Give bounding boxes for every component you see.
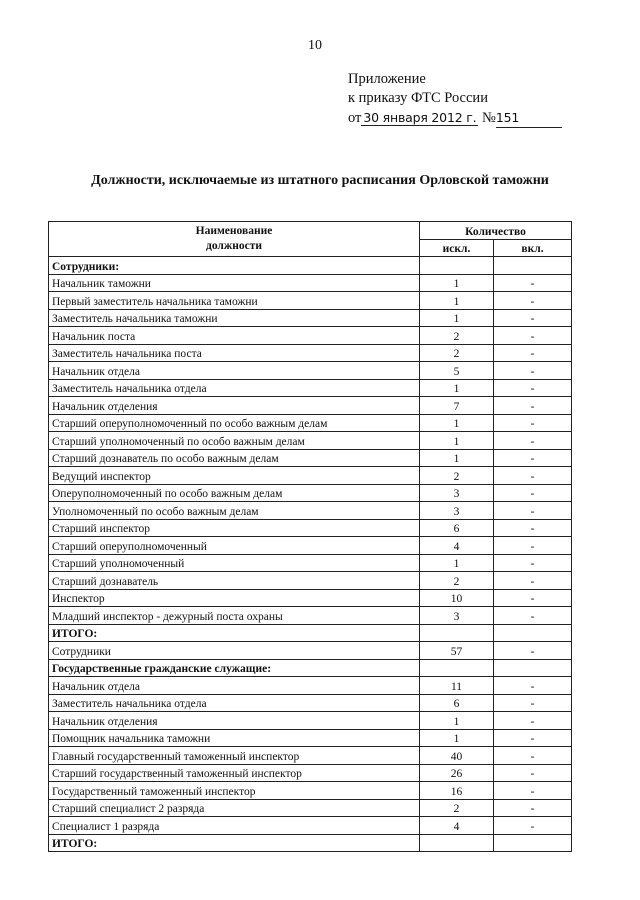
row-included-cell: - (494, 414, 572, 432)
table-row (49, 537, 572, 555)
row-name-cell: Старший специалист 2 разряда (49, 799, 420, 817)
row-excluded-cell (420, 624, 494, 642)
row-name-cell: Старший оперуполномоченный (49, 537, 420, 555)
row-name-cell: Инспектор (49, 589, 420, 607)
row-included-cell: - (494, 502, 572, 520)
row-name-cell: Младший инспектор - дежурный поста охраны (49, 607, 420, 625)
row-included-cell: - (494, 589, 572, 607)
row-name-cell: Начальник отделения (49, 712, 420, 730)
row-excluded-cell: 1 (420, 554, 494, 572)
table-row (49, 694, 572, 712)
table-row (49, 309, 572, 327)
section-row (49, 834, 572, 852)
row-name-cell: Начальник отделения (49, 397, 420, 415)
row-excluded-cell: 2 (420, 327, 494, 345)
row-name-cell: Старший инспектор (49, 519, 420, 537)
row-included-cell: - (494, 694, 572, 712)
row-name-cell: Заместитель начальника таможни (49, 309, 420, 327)
row-included-cell (494, 257, 572, 275)
table-row (49, 589, 572, 607)
table-row (49, 642, 572, 660)
row-excluded-cell: 1 (420, 379, 494, 397)
row-excluded-cell (420, 834, 494, 852)
section-row (49, 624, 572, 642)
row-name-cell: Главный государственный таможенный инспектор (49, 747, 420, 765)
row-name-cell: Ведущий инспектор (49, 467, 420, 485)
row-included-cell: - (494, 747, 572, 765)
table-body (49, 257, 572, 852)
appendix-title: Приложение (348, 71, 426, 87)
row-name-cell: Старший оперуполномоченный по особо важным делам (49, 414, 420, 432)
positions-table (48, 221, 572, 852)
row-excluded-cell: 1 (420, 292, 494, 310)
row-included-cell: - (494, 327, 572, 345)
row-included-cell: - (494, 572, 572, 590)
row-excluded-cell: 1 (420, 309, 494, 327)
row-name-cell: Государственный таможенный инспектор (49, 782, 420, 800)
table-row (49, 677, 572, 695)
row-name-cell: Сотрудники (49, 642, 420, 660)
row-name-cell: Старший государственный таможенный инспектор (49, 764, 420, 782)
row-excluded-cell: 57 (420, 642, 494, 660)
row-excluded-cell: 2 (420, 799, 494, 817)
section-row (49, 659, 572, 677)
row-excluded-cell: 16 (420, 782, 494, 800)
column-header-included: вкл. (494, 239, 572, 257)
appendix-number-label: № (481, 110, 496, 126)
row-name-cell: Старший дознаватель по особо важным делам (49, 449, 420, 467)
table-row (49, 782, 572, 800)
row-included-cell: - (494, 677, 572, 695)
table-row (49, 362, 572, 380)
appendix-date: 30 января 2012 г. (363, 110, 477, 125)
row-excluded-cell: 1 (420, 274, 494, 292)
row-excluded-cell: 1 (420, 432, 494, 450)
row-excluded-cell: 1 (420, 712, 494, 730)
row-name-cell: Первый заместитель начальника таможни (49, 292, 420, 310)
row-name-cell: Заместитель начальника отдела (49, 379, 420, 397)
row-excluded-cell (420, 257, 494, 275)
table-row (49, 712, 572, 730)
row-included-cell: - (494, 729, 572, 747)
row-name-cell: Начальник отдела (49, 362, 420, 380)
row-included-cell: - (494, 309, 572, 327)
table-row (49, 729, 572, 747)
table-row (49, 817, 572, 835)
row-name-cell: Начальник таможни (49, 274, 420, 292)
table-row (49, 379, 572, 397)
table-row (49, 327, 572, 345)
row-excluded-cell: 6 (420, 694, 494, 712)
row-excluded-cell: 1 (420, 449, 494, 467)
table-header (49, 222, 572, 257)
column-header-name-line2: должности (206, 240, 262, 252)
row-name-cell: Старший уполномоченный (49, 554, 420, 572)
appendix-from-label: от (348, 110, 362, 126)
row-name-cell: Государственные гражданские служащие: (49, 659, 420, 677)
row-excluded-cell: 4 (420, 817, 494, 835)
row-included-cell: - (494, 554, 572, 572)
row-included-cell: - (494, 467, 572, 485)
row-included-cell: - (494, 292, 572, 310)
row-name-cell: Помощник начальника таможни (49, 729, 420, 747)
row-included-cell: - (494, 799, 572, 817)
row-name-cell: Начальник отдела (49, 677, 420, 695)
row-excluded-cell: 6 (420, 519, 494, 537)
row-name-cell: Заместитель начальника отдела (49, 694, 420, 712)
appendix-order-reference: к приказу ФТС России (348, 90, 488, 106)
table-row (49, 747, 572, 765)
table-row (49, 519, 572, 537)
table-row (49, 799, 572, 817)
page-number: 10 (308, 38, 322, 53)
table-row (49, 484, 572, 502)
row-included-cell: - (494, 817, 572, 835)
row-included-cell: - (494, 537, 572, 555)
appendix-number: 151 (496, 108, 562, 128)
row-name-cell: Сотрудники: (49, 257, 420, 275)
row-included-cell: - (494, 362, 572, 380)
appendix-date-line (348, 108, 562, 128)
row-excluded-cell: 1 (420, 414, 494, 432)
table-row (49, 344, 572, 362)
table-row (49, 502, 572, 520)
appendix-block (348, 70, 562, 128)
row-excluded-cell: 1 (420, 729, 494, 747)
document-title: Должности, исключаемые из штатного расписания Орловской таможни (91, 173, 549, 188)
row-included-cell: - (494, 519, 572, 537)
row-name-cell: Заместитель начальника поста (49, 344, 420, 362)
row-name-cell: Специалист 1 разряда (49, 817, 420, 835)
row-excluded-cell: 2 (420, 467, 494, 485)
row-excluded-cell: 3 (420, 607, 494, 625)
row-name-cell: Старший уполномоченный по особо важным делам (49, 432, 420, 450)
row-name-cell: Начальник поста (49, 327, 420, 345)
column-header-name-line1: Наименование (195, 225, 273, 237)
table-row (49, 449, 572, 467)
row-excluded-cell: 3 (420, 502, 494, 520)
row-included-cell: - (494, 764, 572, 782)
column-header-name (49, 222, 420, 257)
table-row (49, 607, 572, 625)
row-included-cell: - (494, 449, 572, 467)
row-name-cell: Старший дознаватель (49, 572, 420, 590)
row-included-cell: - (494, 379, 572, 397)
table-row (49, 554, 572, 572)
row-excluded-cell (420, 659, 494, 677)
table-row (49, 292, 572, 310)
row-included-cell (494, 659, 572, 677)
row-excluded-cell: 40 (420, 747, 494, 765)
section-row (49, 257, 572, 275)
row-excluded-cell: 2 (420, 344, 494, 362)
table-row (49, 467, 572, 485)
row-included-cell: - (494, 432, 572, 450)
row-included-cell: - (494, 344, 572, 362)
table-row (49, 432, 572, 450)
row-included-cell: - (494, 484, 572, 502)
row-name-cell: Уполномоченный по особо важным делам (49, 502, 420, 520)
table-row (49, 274, 572, 292)
row-excluded-cell: 11 (420, 677, 494, 695)
row-included-cell: - (494, 274, 572, 292)
row-included-cell (494, 834, 572, 852)
row-excluded-cell: 7 (420, 397, 494, 415)
row-excluded-cell: 5 (420, 362, 494, 380)
column-header-excluded: искл. (420, 239, 494, 257)
row-excluded-cell: 2 (420, 572, 494, 590)
row-included-cell: - (494, 642, 572, 660)
row-included-cell: - (494, 397, 572, 415)
table-row (49, 397, 572, 415)
row-name-cell: ИТОГО: (49, 624, 420, 642)
row-included-cell: - (494, 712, 572, 730)
row-included-cell: - (494, 607, 572, 625)
column-header-quantity: Количество (420, 222, 572, 240)
row-excluded-cell: 10 (420, 589, 494, 607)
row-included-cell (494, 624, 572, 642)
table-row (49, 572, 572, 590)
table-row (49, 414, 572, 432)
row-name-cell: Оперуполномоченный по особо важным делам (49, 484, 420, 502)
row-excluded-cell: 4 (420, 537, 494, 555)
row-name-cell: ИТОГО: (49, 834, 420, 852)
row-included-cell: - (494, 782, 572, 800)
row-excluded-cell: 3 (420, 484, 494, 502)
row-excluded-cell: 26 (420, 764, 494, 782)
table-row (49, 764, 572, 782)
